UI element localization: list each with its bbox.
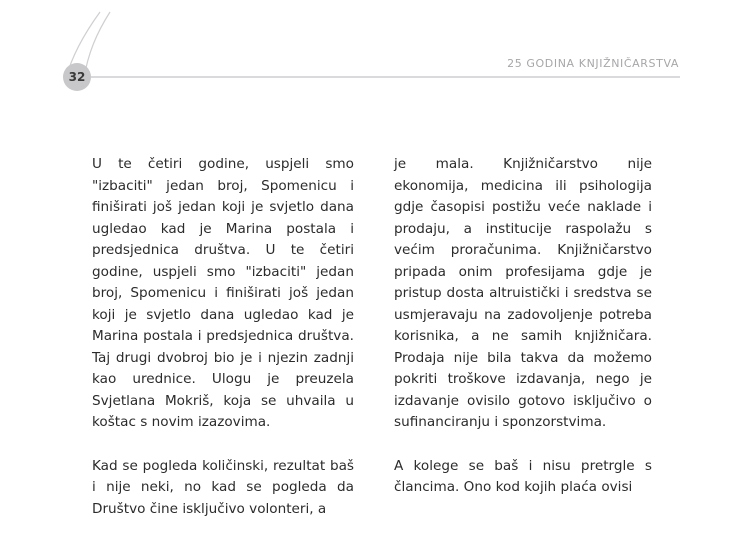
running-title: 25 GODINA KNJIŽNIČARSTVA — [507, 57, 679, 70]
page-number: 32 — [63, 63, 91, 91]
right-column — [394, 154, 652, 521]
paragraph: Kad se pogleda količinski, rezultat baš i nije neki, no kad se pogleda da Društvo čine isključivo volonteri, a — [92, 457, 354, 517]
paragraph: A kolege se baš i nisu pretrgle s člancima. Ono kod kojih plaća ovisi — [394, 457, 652, 495]
paragraph: je mala. Knjižničarstvo nije ekonomija, medicina ili psihologija gdje časopisi postižu veće naklade i prodaju, a institucije raspolažu s većim proračunima. Knjižničarstvo pripada onim profesijama gdje je pristup dosta altruistički i sredstva se usmjeravaju na zadovoljenje potreba korisnika, a ne samih knjižničara. Prodaja nije bila takva da možemo pokriti troškove izdavanja, nego je izdavanje ovisilo gotovo isključivo o sufinanciranju i sponzorstvima. — [394, 156, 652, 430]
paragraph: U te četiri godine, uspjeli smo "izbaciti" jedan broj, Spomenicu i finiširati još jedan koji je svjetlo dana ugledao kad je Marina postala i predsjednica društva. U te četiri godine, uspjeli smo "izbaciti" jedan broj, Spomenicu i finiširati još jedan koji je svjetlo dana ugledao kad je Marina postala i predsjednica društva. Taj drugi dvobroj bio je i njezin zadnji kao urednice. Ulogu je preuzela Svjetlana Mokriš, koja se uhvaila u koštac s novim izazovima. — [92, 156, 354, 430]
left-column — [92, 154, 354, 542]
